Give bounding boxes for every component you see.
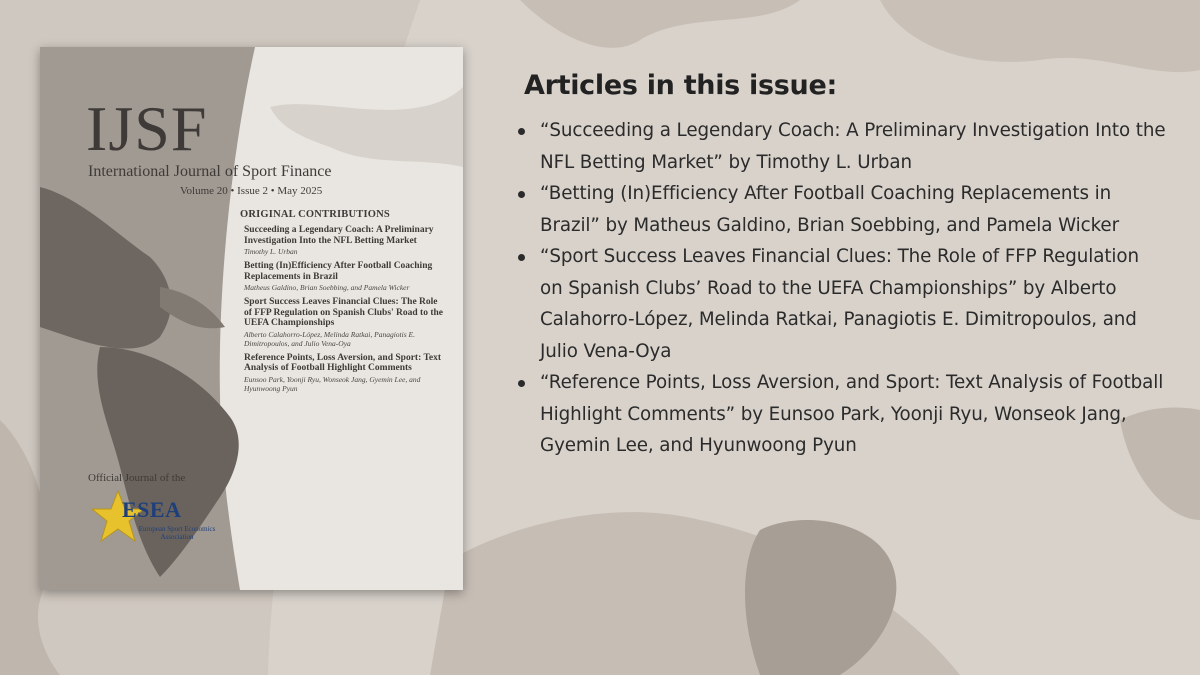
cover-article-title: Succeeding a Legendary Coach: A Preliminary Investigation Into the NFL Betting Market [244, 225, 434, 246]
cover-article-title: Betting (In)Efficiency After Football Coaching Replacements in Brazil [244, 261, 433, 282]
cover-article-title: Sport Success Leaves Financial Clues: The Role of FFP Regulation on Spanish Clubs' Road to the UEFA Championships [244, 297, 444, 328]
cover-article [244, 225, 444, 256]
cover-article [244, 297, 444, 348]
list-item [506, 115, 1166, 178]
list-item [506, 367, 1166, 462]
cover-section-heading: ORIGINAL CONTRIBUTIONS [240, 209, 390, 220]
cover-article-authors: Timothy L. Urban [244, 247, 298, 256]
cover-journal-logo: IJSF [86, 93, 208, 164]
articles-panel [506, 70, 1166, 462]
cover-issue-line: Volume 20 • Issue 2 • May 2025 [180, 185, 323, 197]
cover-article [244, 353, 444, 393]
cover-official-journal-label: Official Journal of the [88, 472, 186, 484]
cover-article-list [244, 225, 444, 398]
bullet-icon [518, 191, 525, 198]
list-item-text: “Succeeding a Legendary Coach: A Preliminary Investigation Into the NFL Betting Market” by Timothy L. Urban [540, 120, 1166, 173]
esea-logo-text: ESEA [122, 497, 182, 522]
list-item [506, 241, 1166, 367]
esea-org-name: European Sport Economics Association [138, 525, 216, 541]
cover-article-authors: Alberto Calahorro-López, Melinda Ratkai, Panagiotis E. Dimitropoulos, and Julio Vena-Oya [244, 329, 415, 348]
articles-list [506, 115, 1166, 462]
list-item-text: “Betting (In)Efficiency After Football Coaching Replacements in Brazil” by Matheus Galdino, Brian Soebbing, and Pamela Wicker [540, 183, 1119, 236]
list-item-text: “Sport Success Leaves Financial Clues: The Role of FFP Regulation on Spanish Clubs’ Road to the UEFA Championships” by Alberto Calahorro-López, Melinda Ratkai, Panagiotis E. Dimitropoulos, and Julio Vena-Oya [540, 246, 1139, 362]
cover-article [244, 261, 444, 292]
articles-heading: Articles in this issue: [524, 70, 837, 101]
list-item [506, 178, 1166, 241]
bullet-icon [518, 254, 525, 261]
bullet-icon [518, 128, 525, 135]
cover-article-authors: Eunsoo Park, Yoonji Ryu, Wonseok Jang, Gyemin Lee, and Hyunwoong Pyun [244, 374, 421, 393]
list-item-text: “Reference Points, Loss Aversion, and Sport: Text Analysis of Football Highlight Comments” by Eunsoo Park, Yoonji Ryu, Wonseok Jang, Gyemin Lee, and Hyunwoong Pyun [540, 372, 1164, 456]
cover-journal-name: International Journal of Sport Finance [88, 163, 332, 180]
cover-article-title: Reference Points, Loss Aversion, and Sport: Text Analysis of Football Highlight Comments [244, 352, 442, 373]
cover-article-authors: Matheus Galdino, Brian Soebbing, and Pamela Wicker [244, 283, 410, 292]
bullet-icon [518, 380, 525, 387]
journal-cover [40, 47, 463, 590]
